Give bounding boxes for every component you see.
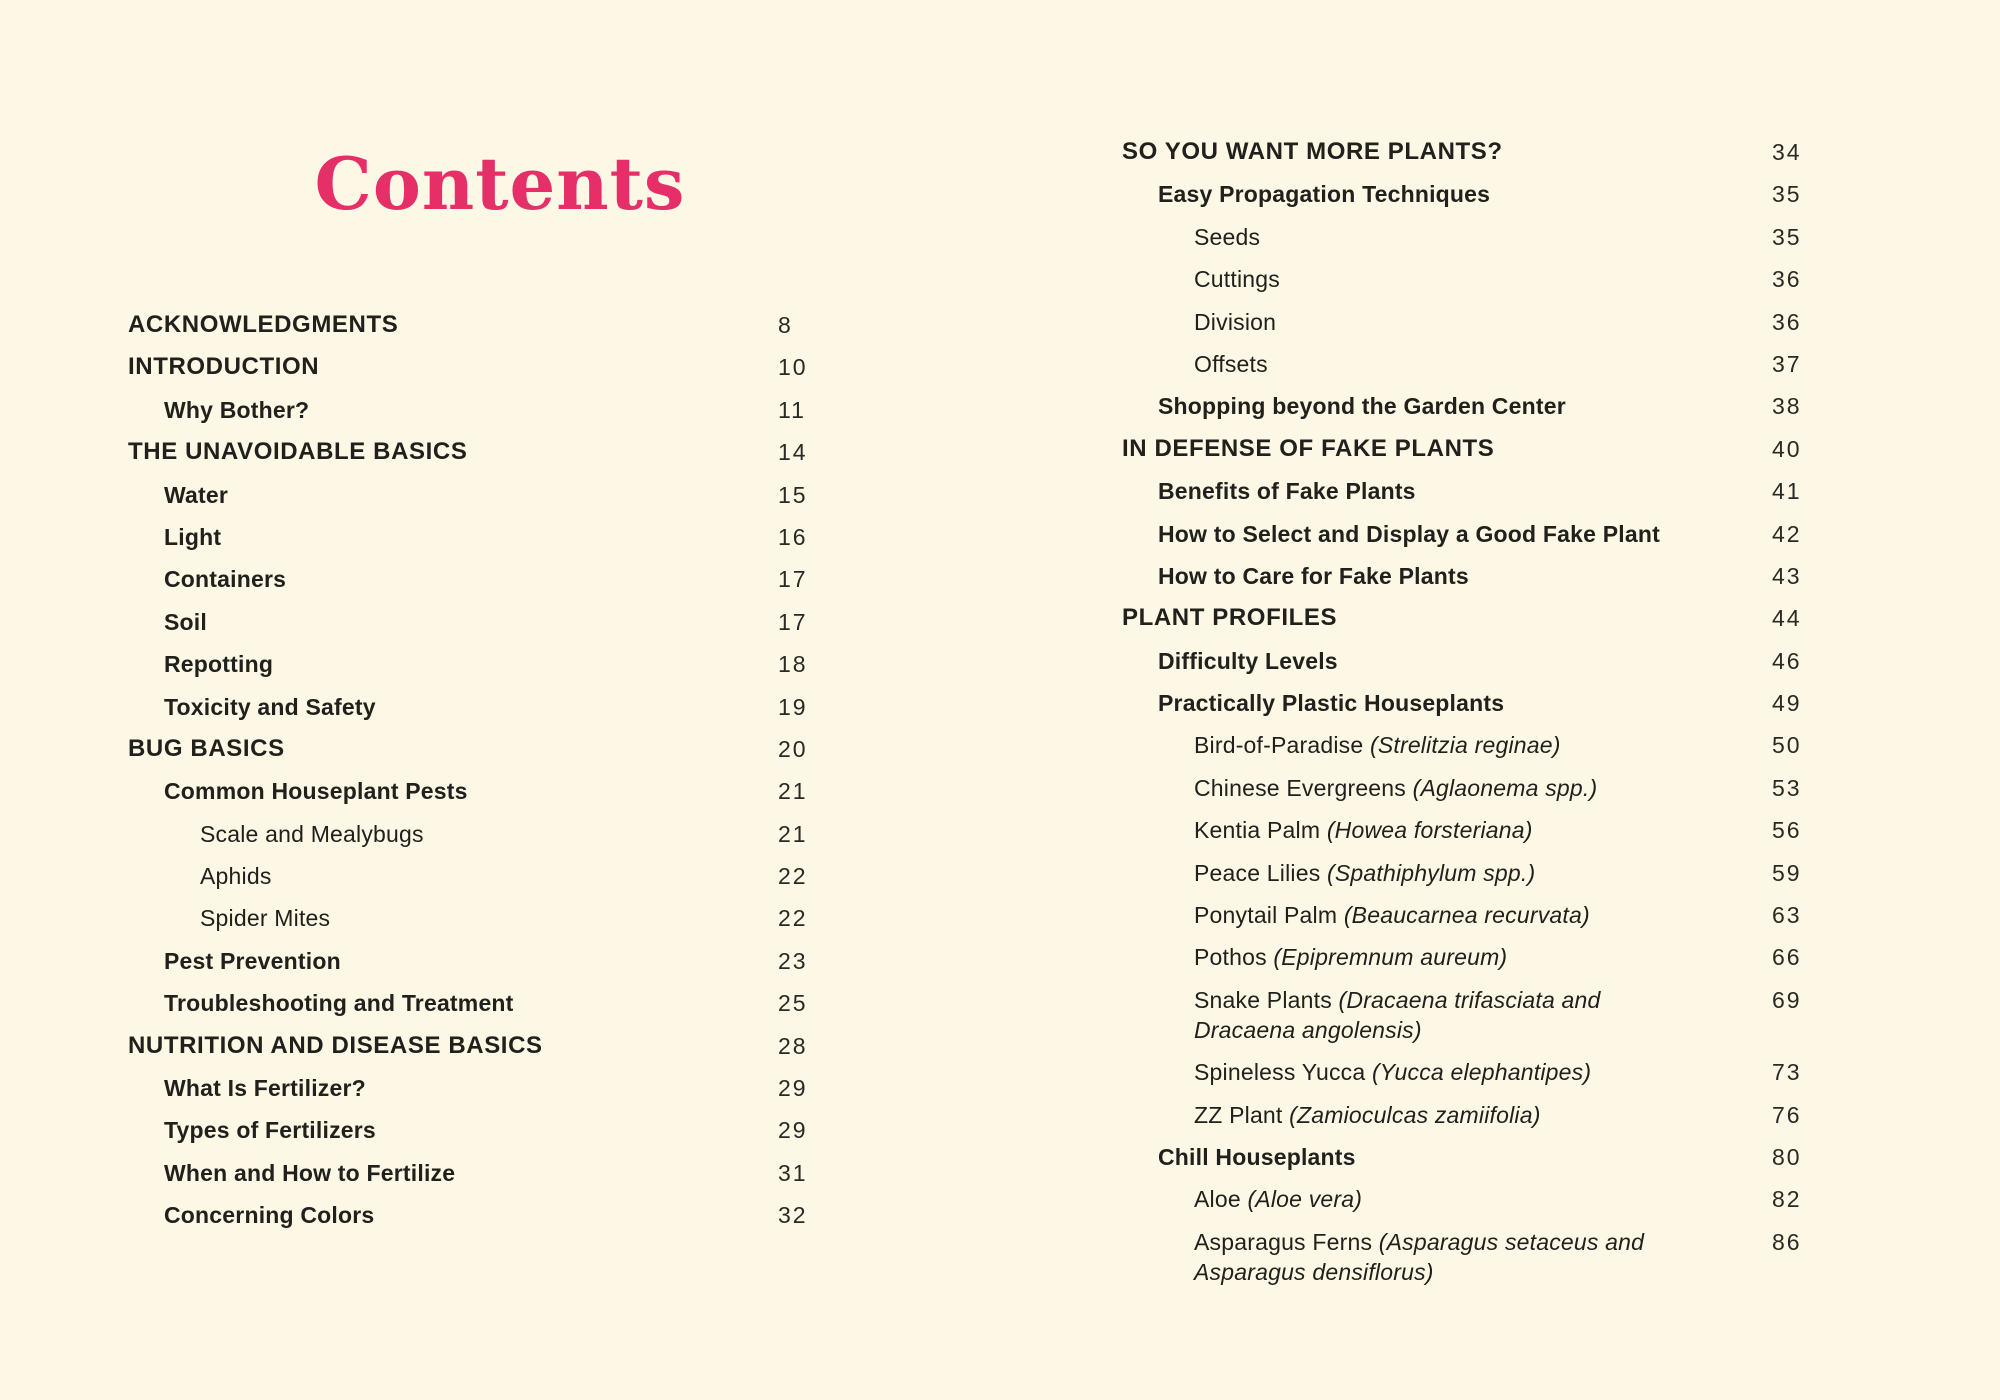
toc-entry-label: Benefits of Fake Plants bbox=[1158, 478, 1416, 505]
toc-entry bbox=[128, 728, 868, 770]
toc-entry-label: Types of Fertilizers bbox=[164, 1117, 376, 1144]
toc-entry-page-number: 35 bbox=[1772, 181, 1802, 208]
toc-entry-latin-name: (Spathiphylum spp.) bbox=[1327, 859, 1536, 886]
toc-entry bbox=[128, 601, 868, 643]
toc-entry bbox=[1122, 1094, 1882, 1136]
toc-entry bbox=[1122, 724, 1882, 766]
toc-entry-label: Toxicity and Safety bbox=[164, 693, 376, 720]
toc-entry bbox=[128, 982, 868, 1024]
toc-entry-label: Water bbox=[164, 481, 229, 508]
toc-entry-latin-name: (Dracaena trifasciata and bbox=[1338, 986, 1601, 1013]
toc-entry-label: Concerning Colors bbox=[164, 1202, 375, 1229]
toc-entry-page-number: 43 bbox=[1772, 562, 1802, 589]
toc-entry-label: Aphids bbox=[200, 863, 272, 890]
toc-entry-latin-name: (Yucca elephantipes) bbox=[1371, 1059, 1592, 1086]
toc-entry-page-number: 36 bbox=[1772, 308, 1802, 335]
toc-entry-page-number: 59 bbox=[1772, 859, 1802, 886]
toc-entry-latin-name: (Zamioculcas zamiifolia) bbox=[1289, 1101, 1541, 1128]
toc-entry bbox=[128, 643, 868, 685]
toc-entry-label: Asparagus Ferns (Asparagus setaceus and Asparagus densiflorus) bbox=[1122, 1221, 1772, 1293]
toc-entry-latin-name: (Howea forsteriana) bbox=[1326, 817, 1533, 844]
toc-entry-label: How to Care for Fake Plants bbox=[1158, 562, 1469, 589]
toc-entry bbox=[1122, 343, 1882, 385]
toc-entry-label: Division bbox=[1194, 308, 1277, 335]
toc-entry-page-number: 35 bbox=[1772, 223, 1802, 250]
toc-entry bbox=[1122, 894, 1882, 936]
toc-entry-page-number: 29 bbox=[778, 1117, 808, 1144]
toc-entry bbox=[128, 304, 868, 346]
toc-entry-page-number: 22 bbox=[778, 863, 808, 890]
toc-entry-label: Containers bbox=[164, 566, 287, 593]
toc-entry-page-number: 23 bbox=[778, 947, 808, 974]
toc-entry-label: PLANT PROFILES bbox=[1122, 604, 1338, 632]
toc-entry bbox=[128, 1152, 868, 1194]
toc-entry bbox=[128, 686, 868, 728]
toc-entry-label: Snake Plants (Dracaena trifasciata and Dracaena angolensis) bbox=[1122, 979, 1772, 1051]
toc-entry-page-number: 69 bbox=[1772, 986, 1802, 1013]
toc-entry-page-number: 36 bbox=[1772, 266, 1802, 293]
page-title: Contents bbox=[314, 141, 686, 226]
toc-entry-page-number: 11 bbox=[778, 396, 806, 423]
toc-entry bbox=[128, 770, 868, 812]
toc-right-column bbox=[1122, 131, 1882, 1293]
toc-entry-latin-name: (Asparagus setaceus and bbox=[1378, 1228, 1645, 1255]
toc-entry-latin-name: (Epipremnum aureum) bbox=[1273, 944, 1508, 971]
toc-entry bbox=[128, 474, 868, 516]
toc-entry-label: THE UNAVOIDABLE BASICS bbox=[128, 438, 468, 466]
toc-entry bbox=[1122, 173, 1882, 215]
toc-entry-page-number: 34 bbox=[1772, 139, 1802, 165]
toc-entry bbox=[1122, 1221, 1882, 1293]
toc-entry-label: Pest Prevention bbox=[164, 947, 341, 974]
toc-entry-page-number: 21 bbox=[778, 820, 808, 847]
toc-entry-page-number: 29 bbox=[778, 1075, 808, 1102]
toc-entry-label: Spider Mites bbox=[200, 905, 331, 932]
toc-entry bbox=[1122, 597, 1882, 639]
toc-entry-label: ACKNOWLEDGMENTS bbox=[128, 311, 399, 338]
toc-entry bbox=[128, 1194, 868, 1236]
toc-entry-label: Pothos (Epipremnum aureum) bbox=[1194, 944, 1508, 971]
toc-entry-page-number: 53 bbox=[1772, 774, 1802, 801]
toc-entry-label: Chill Houseplants bbox=[1158, 1143, 1356, 1170]
toc-entry-label: INTRODUCTION bbox=[128, 353, 320, 381]
toc-entry-page-number: 38 bbox=[1772, 393, 1802, 420]
toc-entry-label: Light bbox=[164, 523, 222, 550]
toc-entry-page-number: 46 bbox=[1772, 647, 1802, 674]
toc-entry-label: Shopping beyond the Garden Center bbox=[1158, 393, 1566, 420]
toc-entry-page-number: 25 bbox=[778, 990, 808, 1017]
toc-entry bbox=[1122, 555, 1882, 597]
toc-entry bbox=[1122, 767, 1882, 809]
toc-entry-label: Difficulty Levels bbox=[1158, 647, 1338, 674]
toc-entry bbox=[1122, 852, 1882, 894]
toc-entry-label: Chinese Evergreens (Aglaonema spp.) bbox=[1194, 774, 1598, 801]
toc-entry-label: IN DEFENSE OF FAKE PLANTS bbox=[1122, 434, 1495, 462]
toc-entry-label: Ponytail Palm (Beaucarnea recurvata) bbox=[1194, 902, 1590, 929]
toc-entry-label: Repotting bbox=[164, 651, 274, 678]
toc-entry bbox=[1122, 1178, 1882, 1220]
toc-entry bbox=[1122, 640, 1882, 682]
toc-entry-page-number: 80 bbox=[1772, 1143, 1802, 1170]
toc-entry bbox=[1122, 936, 1882, 978]
toc-entry bbox=[1122, 809, 1882, 851]
toc-entry bbox=[1122, 385, 1882, 427]
toc-entry-label: Seeds bbox=[1194, 223, 1261, 250]
toc-entry-page-number: 19 bbox=[778, 693, 808, 720]
toc-entry-page-number: 50 bbox=[1772, 732, 1802, 759]
toc-entry bbox=[128, 516, 868, 558]
toc-entry-page-number: 63 bbox=[1772, 902, 1802, 929]
toc-entry-label: Practically Plastic Houseplants bbox=[1158, 690, 1505, 717]
toc-entry-page-number: 82 bbox=[1772, 1186, 1802, 1213]
toc-entry-page-number: 32 bbox=[778, 1202, 808, 1229]
toc-entry-latin-name: (Strelitzia reginae) bbox=[1369, 732, 1561, 759]
toc-entry-latin-name: (Aglaonema spp.) bbox=[1412, 774, 1598, 801]
toc-entry-latin-name: (Beaucarnea recurvata) bbox=[1343, 902, 1590, 929]
toc-entry bbox=[1122, 1136, 1882, 1178]
toc-entry-page-number: 16 bbox=[778, 523, 808, 550]
toc-entry bbox=[128, 897, 868, 939]
toc-entry-page-number: 21 bbox=[778, 778, 808, 805]
toc-entry-label: Kentia Palm (Howea forsteriana) bbox=[1194, 817, 1533, 844]
toc-entry-page-number: 28 bbox=[778, 1032, 808, 1059]
toc-entry bbox=[1122, 513, 1882, 555]
toc-entry-label: Aloe (Aloe vera) bbox=[1194, 1186, 1363, 1213]
toc-entry-latin-name: (Aloe vera) bbox=[1247, 1186, 1363, 1213]
toc-entry-page-number: 40 bbox=[1772, 435, 1802, 462]
toc-entry-page-number: 18 bbox=[778, 651, 808, 678]
toc-entry bbox=[1122, 428, 1882, 470]
toc-entry-label: ZZ Plant (Zamioculcas zamiifolia) bbox=[1194, 1101, 1541, 1128]
toc-entry-label: What Is Fertilizer? bbox=[164, 1075, 366, 1102]
toc-entry-page-number: 73 bbox=[1772, 1059, 1802, 1086]
toc-entry bbox=[1122, 682, 1882, 724]
toc-entry-label: BUG BASICS bbox=[128, 734, 285, 762]
toc-entry-label: Offsets bbox=[1194, 350, 1268, 377]
toc-entry-page-number: 56 bbox=[1772, 817, 1802, 844]
toc-entry bbox=[128, 558, 868, 600]
toc-entry-page-number: 17 bbox=[778, 566, 808, 593]
toc-entry bbox=[1122, 216, 1882, 258]
toc-entry-page-number: 44 bbox=[1772, 605, 1802, 632]
toc-entry-page-number: 20 bbox=[778, 735, 808, 762]
toc-entry bbox=[128, 389, 868, 431]
toc-entry bbox=[128, 1025, 868, 1067]
toc-entry bbox=[1122, 258, 1882, 300]
toc-entry bbox=[128, 855, 868, 897]
toc-entry-page-number: 66 bbox=[1772, 944, 1802, 971]
toc-entry-page-number: 14 bbox=[778, 439, 808, 466]
toc-entry-page-number: 37 bbox=[1772, 350, 1802, 377]
toc-entry-label: Cuttings bbox=[1194, 266, 1280, 293]
toc-entry bbox=[128, 1067, 868, 1109]
toc-entry-label: Soil bbox=[164, 608, 207, 635]
toc-entry-page-number: 22 bbox=[778, 905, 808, 932]
toc-entry-page-number: 76 bbox=[1772, 1101, 1802, 1128]
toc-entry-label: Scale and Mealybugs bbox=[200, 820, 424, 847]
toc-entry-latin-name-line2: Dracaena angolensis) bbox=[1194, 1016, 1422, 1043]
toc-entry-label: NUTRITION AND DISEASE BASICS bbox=[128, 1031, 543, 1059]
toc-entry-label: Common Houseplant Pests bbox=[164, 778, 468, 805]
toc-entry bbox=[128, 431, 868, 473]
toc-entry-label: Peace Lilies (Spathiphylum spp.) bbox=[1194, 859, 1536, 886]
toc-entry bbox=[1122, 131, 1882, 173]
toc-entry-label: Why Bother? bbox=[164, 396, 310, 423]
toc-entry-page-number: 42 bbox=[1772, 520, 1802, 547]
toc-entry-page-number: 10 bbox=[778, 354, 808, 381]
toc-entry-page-number: 8 bbox=[778, 312, 793, 338]
toc-entry bbox=[1122, 301, 1882, 343]
toc-entry-page-number: 41 bbox=[1772, 478, 1802, 505]
toc-entry bbox=[1122, 979, 1882, 1051]
toc-entry-page-number: 49 bbox=[1772, 690, 1802, 717]
toc-entry-label: Bird-of-Paradise (Strelitzia reginae) bbox=[1194, 732, 1561, 759]
toc-entry bbox=[1122, 1051, 1882, 1093]
toc-entry-page-number: 17 bbox=[778, 608, 808, 635]
toc-entry-page-number: 15 bbox=[778, 481, 808, 508]
toc-entry bbox=[1122, 470, 1882, 512]
toc-entry-label: Easy Propagation Techniques bbox=[1158, 181, 1491, 208]
toc-entry-label: When and How to Fertilize bbox=[164, 1159, 456, 1186]
toc-entry-label: Spineless Yucca (Yucca elephantipes) bbox=[1194, 1059, 1592, 1086]
toc-entry-label: How to Select and Display a Good Fake Plant bbox=[1158, 520, 1660, 547]
toc-entry-label: SO YOU WANT MORE PLANTS? bbox=[1122, 138, 1503, 165]
toc-entry-page-number: 86 bbox=[1772, 1228, 1802, 1255]
toc-entry-label: Troubleshooting and Treatment bbox=[164, 990, 514, 1017]
toc-entry bbox=[128, 940, 868, 982]
toc-entry bbox=[128, 1109, 868, 1151]
toc-left-column bbox=[128, 304, 868, 1237]
toc-entry bbox=[128, 813, 868, 855]
toc-entry bbox=[128, 346, 868, 388]
toc-entry-latin-name-line2: Asparagus densiflorus) bbox=[1194, 1258, 1434, 1285]
toc-entry-page-number: 31 bbox=[778, 1159, 808, 1186]
